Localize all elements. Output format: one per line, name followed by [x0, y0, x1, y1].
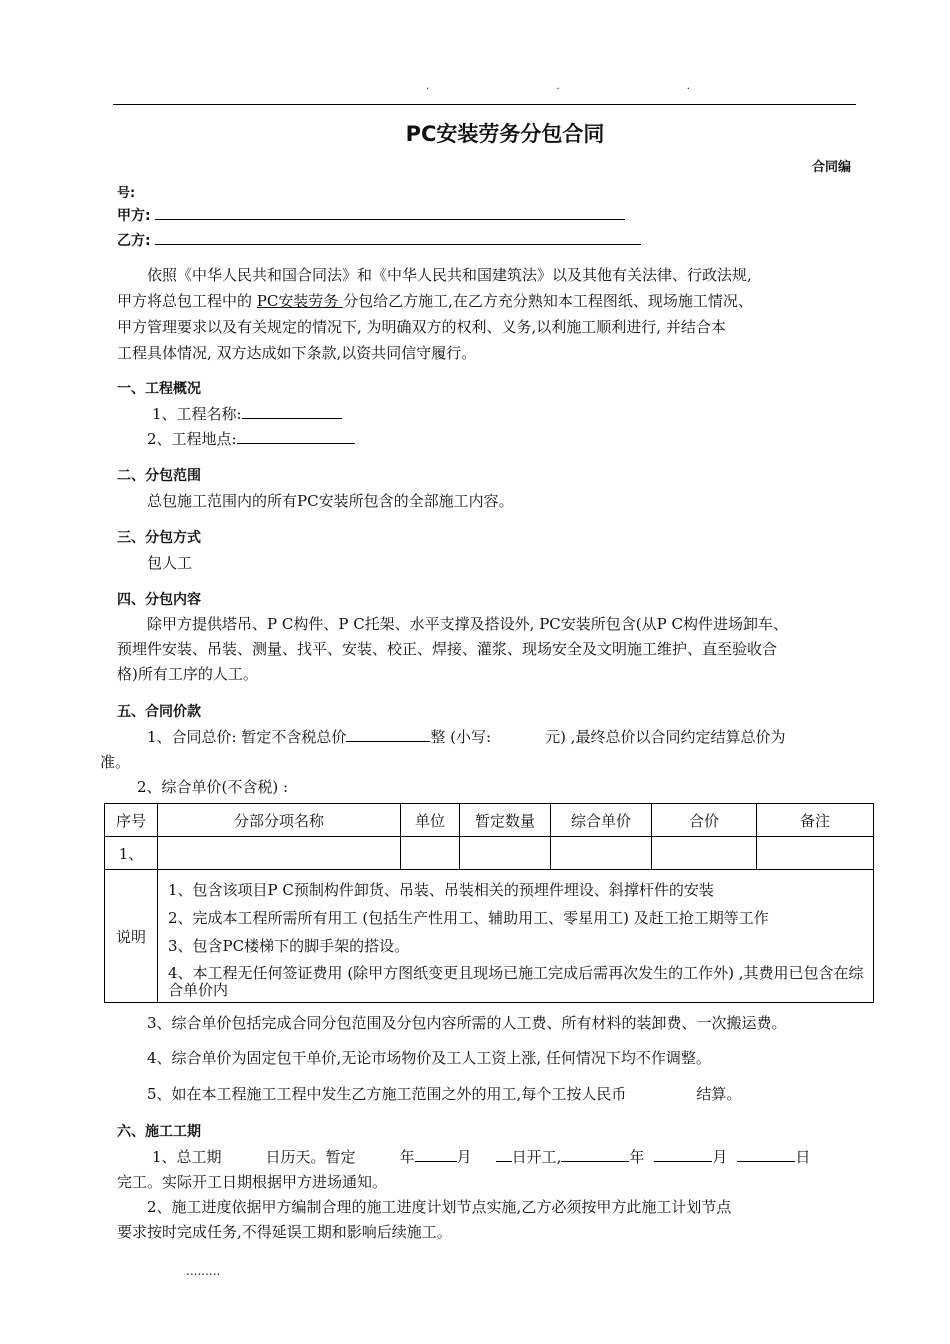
section4-line-2: 预埋件安装、吊装、测量、找平、安装、校正、焊接、灌浆、现场安全及文明施工维护、直至验收合: [117, 640, 778, 658]
project-name-field[interactable]: [242, 404, 342, 419]
total-price-field[interactable]: [346, 727, 430, 742]
header-cell-total: 合价: [652, 804, 757, 837]
schedule-row: [152, 1146, 810, 1167]
row-cell-name[interactable]: [158, 837, 401, 870]
section3-text: 包人工: [147, 554, 193, 572]
row-cell-total[interactable]: [652, 837, 757, 870]
unit-price-table: [104, 803, 874, 1003]
total-price-wrap: 准。: [100, 753, 131, 771]
tentative-label: 日历天。暂定: [265, 1148, 356, 1166]
total-price-label: 1、合同总价: 暂定不含税总价: [147, 728, 347, 746]
notes-label: 说明: [105, 870, 158, 1003]
end-month-field[interactable]: [654, 1147, 712, 1162]
total-price-whole-label: 整 (小写:: [430, 728, 492, 746]
header-cell-unit: 单位: [401, 804, 460, 837]
preamble-suffix: 分包给乙方施工,在乙方充分熟知本工程图纸、现场施工情况、: [343, 292, 753, 310]
start-month-field[interactable]: [415, 1147, 457, 1162]
project-name-row: [152, 403, 342, 424]
notes-row: [105, 870, 874, 1003]
preamble-prefix: 甲方将总包工程中的: [117, 292, 257, 310]
document-title: PC安装劳务分包合同: [405, 122, 605, 146]
project-location-label: 2、工程地点:: [147, 430, 237, 448]
note-item-3: 3、包含PC楼梯下的脚手架的搭设。: [168, 937, 410, 955]
header-cell-quantity: 暂定数量: [460, 804, 551, 837]
party-b-row: [117, 230, 641, 250]
row-cell-no: 1、: [105, 837, 158, 870]
progress-line-2: 要求按时完成任务,不得延误工期和影响后续施工。: [117, 1223, 452, 1241]
note-item-4: 4、本工程无任何签证费用 (除甲方图纸变更且现场已施工完成后需再次发生的工作外) ,其费用已包含在综合单价内: [168, 964, 864, 999]
section1-heading: 一、工程概况: [117, 381, 201, 397]
row-cell-remarks[interactable]: [757, 837, 874, 870]
extra-labor-settle: 结算。: [696, 1085, 742, 1103]
party-a-label: 甲方:: [117, 208, 151, 224]
total-period-label: 1、总工期: [152, 1148, 222, 1166]
unit-price-scope: 3、综合单价包括完成合同分包范围及分包内容所需的人工费、所有材料的装卸费、一次搬运费。: [147, 1014, 787, 1032]
note-item-1: 1、包含该项目P C预制构件卸货、吊装、吊装相关的预埋件埋设、斜撑杆件的安装: [168, 881, 714, 899]
extra-labor-row: [147, 1083, 741, 1104]
end-year-label: 年: [629, 1148, 645, 1166]
header-dots: · · ·: [426, 84, 752, 95]
footer-dots: .........: [186, 1264, 221, 1278]
section5-heading: 五、合同价款: [117, 704, 201, 720]
section6-heading: 六、施工工期: [117, 1124, 201, 1140]
project-location-field[interactable]: [237, 429, 355, 444]
party-b-label: 乙方:: [117, 233, 151, 249]
progress-line-1: 2、施工进度依据甲方编制合理的施工进度计划节点实施,乙方必须按甲方此施工计划节点: [147, 1198, 732, 1216]
start-day-label: 日开工,: [511, 1148, 562, 1166]
extra-labor-label: 5、如在本工程施工工程中发生乙方施工范围之外的用工,每个工按人民币: [147, 1085, 627, 1103]
section3-heading: 三、分包方式: [117, 530, 201, 546]
section4-line-3: 格)所有工序的人工。: [117, 665, 258, 683]
end-month-label: 月: [712, 1148, 728, 1166]
schedule-wrap: 完工。实际开工日期根据甲方进场通知。: [117, 1173, 388, 1191]
total-price-row: [147, 726, 785, 747]
notes-cell: [158, 870, 874, 1003]
unit-price-fixed: 4、综合单价为固定包干单价,无论市场物价及工人工资上涨, 任何情况下均不作调整。: [147, 1049, 711, 1067]
preamble-line-2: [117, 290, 753, 311]
end-year-field[interactable]: [561, 1147, 629, 1162]
preamble-line-4: 工程具体情况, 双方达成如下条款,以资共同信守履行。: [117, 344, 477, 362]
contract-no-label: 合同编: [812, 160, 852, 175]
party-a-field[interactable]: [155, 205, 625, 220]
preamble-scope: PC安装劳务: [256, 292, 344, 310]
header-cell-name: 分部分项名称: [158, 804, 401, 837]
row-cell-unit[interactable]: [401, 837, 460, 870]
start-month-label: 月: [456, 1148, 472, 1166]
table-header-row: [105, 804, 874, 837]
project-name-label: 1、工程名称:: [152, 405, 242, 423]
table-row: [105, 837, 874, 870]
start-year-label: 年: [399, 1148, 415, 1166]
section2-heading: 二、分包范围: [117, 468, 201, 484]
start-day-field[interactable]: [496, 1147, 512, 1162]
row-cell-unit-price[interactable]: [551, 837, 652, 870]
end-day-label: 日: [795, 1148, 811, 1166]
row-cell-quantity[interactable]: [460, 837, 551, 870]
preamble-line-1: 依照《中华人民共和国合同法》和《中华人民共和国建筑法》以及其他有关法律、行政法规,: [147, 266, 752, 284]
header-cell-unit-price: 综合单价: [551, 804, 652, 837]
party-b-field[interactable]: [155, 230, 641, 245]
unit-price-label: 2、综合单价(不含税) :: [137, 778, 289, 796]
total-price-unit: 元) ,最终总价以合同约定结算总价为: [545, 728, 786, 746]
section4-heading: 四、分包内容: [117, 592, 201, 608]
header-cell-no: 序号: [105, 804, 158, 837]
preamble-line-3: 甲方管理要求以及有关规定的情况下, 为明确双方的权利、义务,以利施工顺利进行, 并结合本: [117, 318, 726, 336]
contract-no-label-wrap: 号:: [117, 186, 136, 201]
note-item-2: 2、完成本工程所需所有用工 (包括生产性用工、辅助用工、零星用工) 及赶工抢工期等工作: [168, 909, 769, 927]
header-cell-remarks: 备注: [757, 804, 874, 837]
header-rule: [113, 104, 856, 105]
section4-line-1: 除甲方提供塔吊、P C构件、P C托架、水平支撑及搭设外, PC安装所包含(从P C构件进场卸车、: [147, 615, 788, 633]
section2-text: 总包施工范围内的所有PC安装所包含的全部施工内容。: [147, 492, 514, 510]
project-location-row: [147, 428, 355, 449]
party-a-row: [117, 205, 625, 225]
end-day-field[interactable]: [737, 1147, 795, 1162]
